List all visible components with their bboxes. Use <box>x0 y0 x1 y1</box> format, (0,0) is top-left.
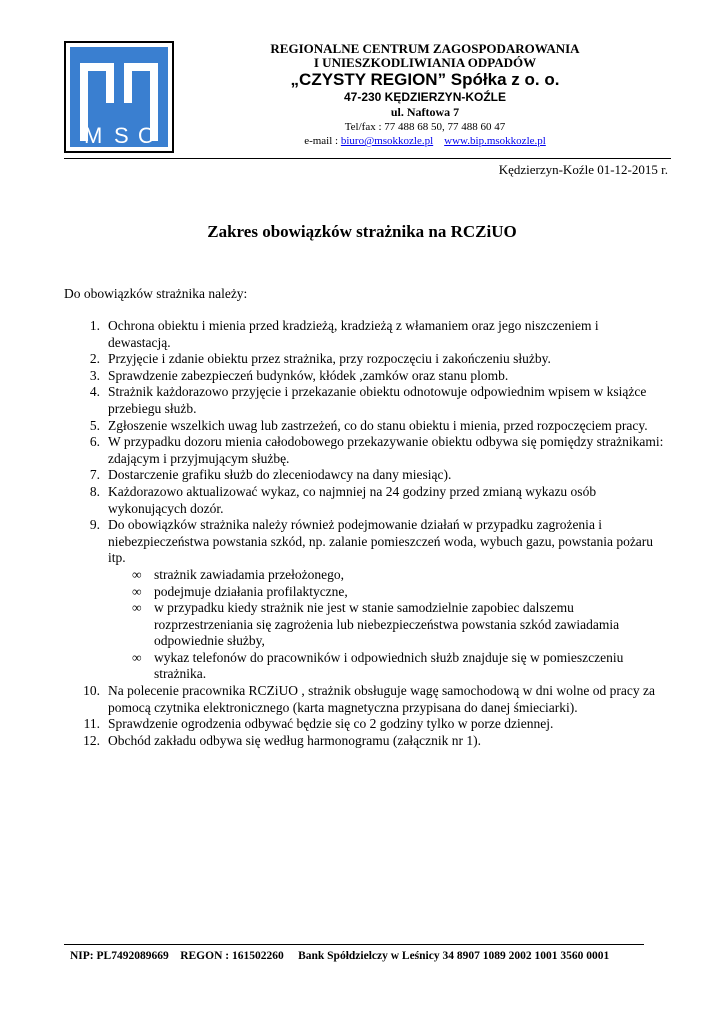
list-item <box>64 368 664 385</box>
item-text: Strażnik każdorazowo przyjęcie i przekazanie obiektu odnotowuje odpowiednim wpisem w książce przebiegu służb. <box>108 384 647 416</box>
letterhead <box>190 42 660 148</box>
list-item <box>64 716 664 733</box>
item-text: Do obowiązków strażnika należy również podejmowanie działań w przypadku zagrożenia i niebezpieczeństwa powstania szkód, np. zalanie pomieszczeń woda, wybuch gazu, powstania pożaru itp. <box>108 517 654 566</box>
list-item <box>64 484 664 517</box>
svg-text:O: O <box>138 123 156 148</box>
item-number: 12. <box>83 732 100 748</box>
intro-text: Do obowiązków strażnika należy: <box>64 286 248 301</box>
sub-item-text: podejmuje działania profilaktyczne, <box>154 583 348 599</box>
item-number: 10. <box>83 683 100 699</box>
item-number: 4. <box>89 384 100 400</box>
item-text: Sprawdzenie zabezpieczeń budynków, kłódek ,zamków oraz stanu plomb. <box>108 367 509 383</box>
list-item <box>64 683 664 716</box>
item-number: 1. <box>89 318 100 333</box>
email-link[interactable]: biuro@msokkozle.pl <box>340 135 434 147</box>
svg-text:M: M <box>84 123 103 148</box>
item-text: Dostarczenie grafiku służb do zleceniodawcy na dany miesiąc). <box>108 467 452 483</box>
item-text: Na polecenie pracownika RCZiUO , strażnik obsługuje wagę samochodową w dni wolne od pracy za pomocą czytnika elektronicznego (karta magnetyczna przypisana do danej śmieciarki). <box>108 683 655 715</box>
list-item <box>64 517 664 567</box>
company-street: ul. Naftowa 7 <box>390 105 460 119</box>
item-text: Przyjęcie i zdanie obiektu przez strażnika, przy rozpoczęciu i zakończeniu służby. <box>108 351 551 367</box>
company-name: „CZYSTY REGION” Spółka z o. o. <box>290 70 560 89</box>
letterhead-line2: I UNIESZKODLIWIANIA ODPADÓW <box>313 55 537 70</box>
sub-item-text: wykaz telefonów do pracowników i odpowiednich służb znajduje się w pomieszczeniu strażnika. <box>154 649 624 682</box>
item-number: 3. <box>89 367 100 383</box>
item-text: Ochrona obiektu i mienia przed kradzieżą, kradzieżą z włamaniem oraz jego niszczeniem i dewastacją. <box>108 318 599 350</box>
list-item <box>64 434 664 467</box>
sub-list-item <box>116 567 664 584</box>
item-number: 8. <box>89 483 100 499</box>
list-item <box>64 467 664 484</box>
infinity-bullet-icon: ∞ <box>132 649 142 665</box>
company-contact <box>190 134 660 148</box>
item-number: 2. <box>89 351 100 367</box>
item-number: 11. <box>83 716 100 732</box>
sub-item-text: w przypadku kiedy strażnik nie jest w stanie samodzielnie zapobiec dalszemu rozprzestrzeniania się zagrożenia lub niebezpieczeństwa powstania szkód zawiadamia odpowiednie służby, <box>154 600 620 649</box>
sub-list-item <box>116 584 664 601</box>
svg-text:S: S <box>114 123 129 148</box>
infinity-bullet-icon: ∞ <box>132 600 142 616</box>
duties-list <box>64 318 664 749</box>
sub-list-item <box>116 650 664 683</box>
item-text: Każdorazowo aktualizować wykaz, co najmniej na 24 godziny przed zmianą wykazu osób wykonujących dozór. <box>108 483 597 516</box>
sub-list-item <box>116 600 664 650</box>
item-number: 7. <box>89 467 100 483</box>
list-item <box>64 733 664 750</box>
list-item <box>64 384 664 417</box>
item-text: Zgłoszenie wszelkich uwag lub zastrzeżeń, co do stanu obiektu i mienia, przed rozpoczęciem pracy. <box>108 417 648 433</box>
website-link[interactable]: www.bip.msokkozle.pl <box>444 135 546 147</box>
footer-company-info: NIP: PL7492089669 REGON : 161502260 Bank Spółdzielczy w Leśnicy 34 8907 1089 2002 1001 3560 0001 <box>70 950 610 962</box>
item-text: Sprawdzenie ogrodzenia odbywać będzie się co 2 godziny tylko w porze dziennej. <box>108 716 554 732</box>
sub-item-text: strażnik zawiadamia przełożonego, <box>154 566 345 582</box>
list-item <box>64 318 664 351</box>
footer-divider <box>64 944 644 945</box>
letterhead-line1: REGIONALNE CENTRUM ZAGOSPODAROWANIA <box>270 41 580 56</box>
header-divider <box>64 158 671 159</box>
document-date: Kędzierzyn-Koźle 01-12-2015 r. <box>498 162 668 177</box>
item-number: 5. <box>89 417 100 433</box>
item-number: 6. <box>89 434 100 450</box>
list-item <box>64 351 664 368</box>
document-title: Zakres obowiązków strażnika na RCZiUO <box>207 222 517 241</box>
list-item <box>64 418 664 435</box>
infinity-bullet-icon: ∞ <box>132 566 142 582</box>
item-number: 9. <box>89 517 100 533</box>
item-text: Obchód zakładu odbywa się według harmonogramu (załącznik nr 1). <box>108 732 481 748</box>
company-logo <box>64 41 174 153</box>
email-prefix: e-mail : <box>304 135 341 147</box>
company-phone: Tel/fax : 77 488 68 50, 77 488 60 47 <box>344 121 506 133</box>
company-city: 47-230 KĘDZIERZYN-KOŹLE <box>343 90 507 104</box>
item-text: W przypadku dozoru mienia całodobowego przekazywanie obiektu odbywa się pomiędzy strażnikami: zdającym i przyjmującym służbę. <box>108 434 664 466</box>
logo-graphic <box>66 43 172 151</box>
infinity-bullet-icon: ∞ <box>132 583 142 599</box>
